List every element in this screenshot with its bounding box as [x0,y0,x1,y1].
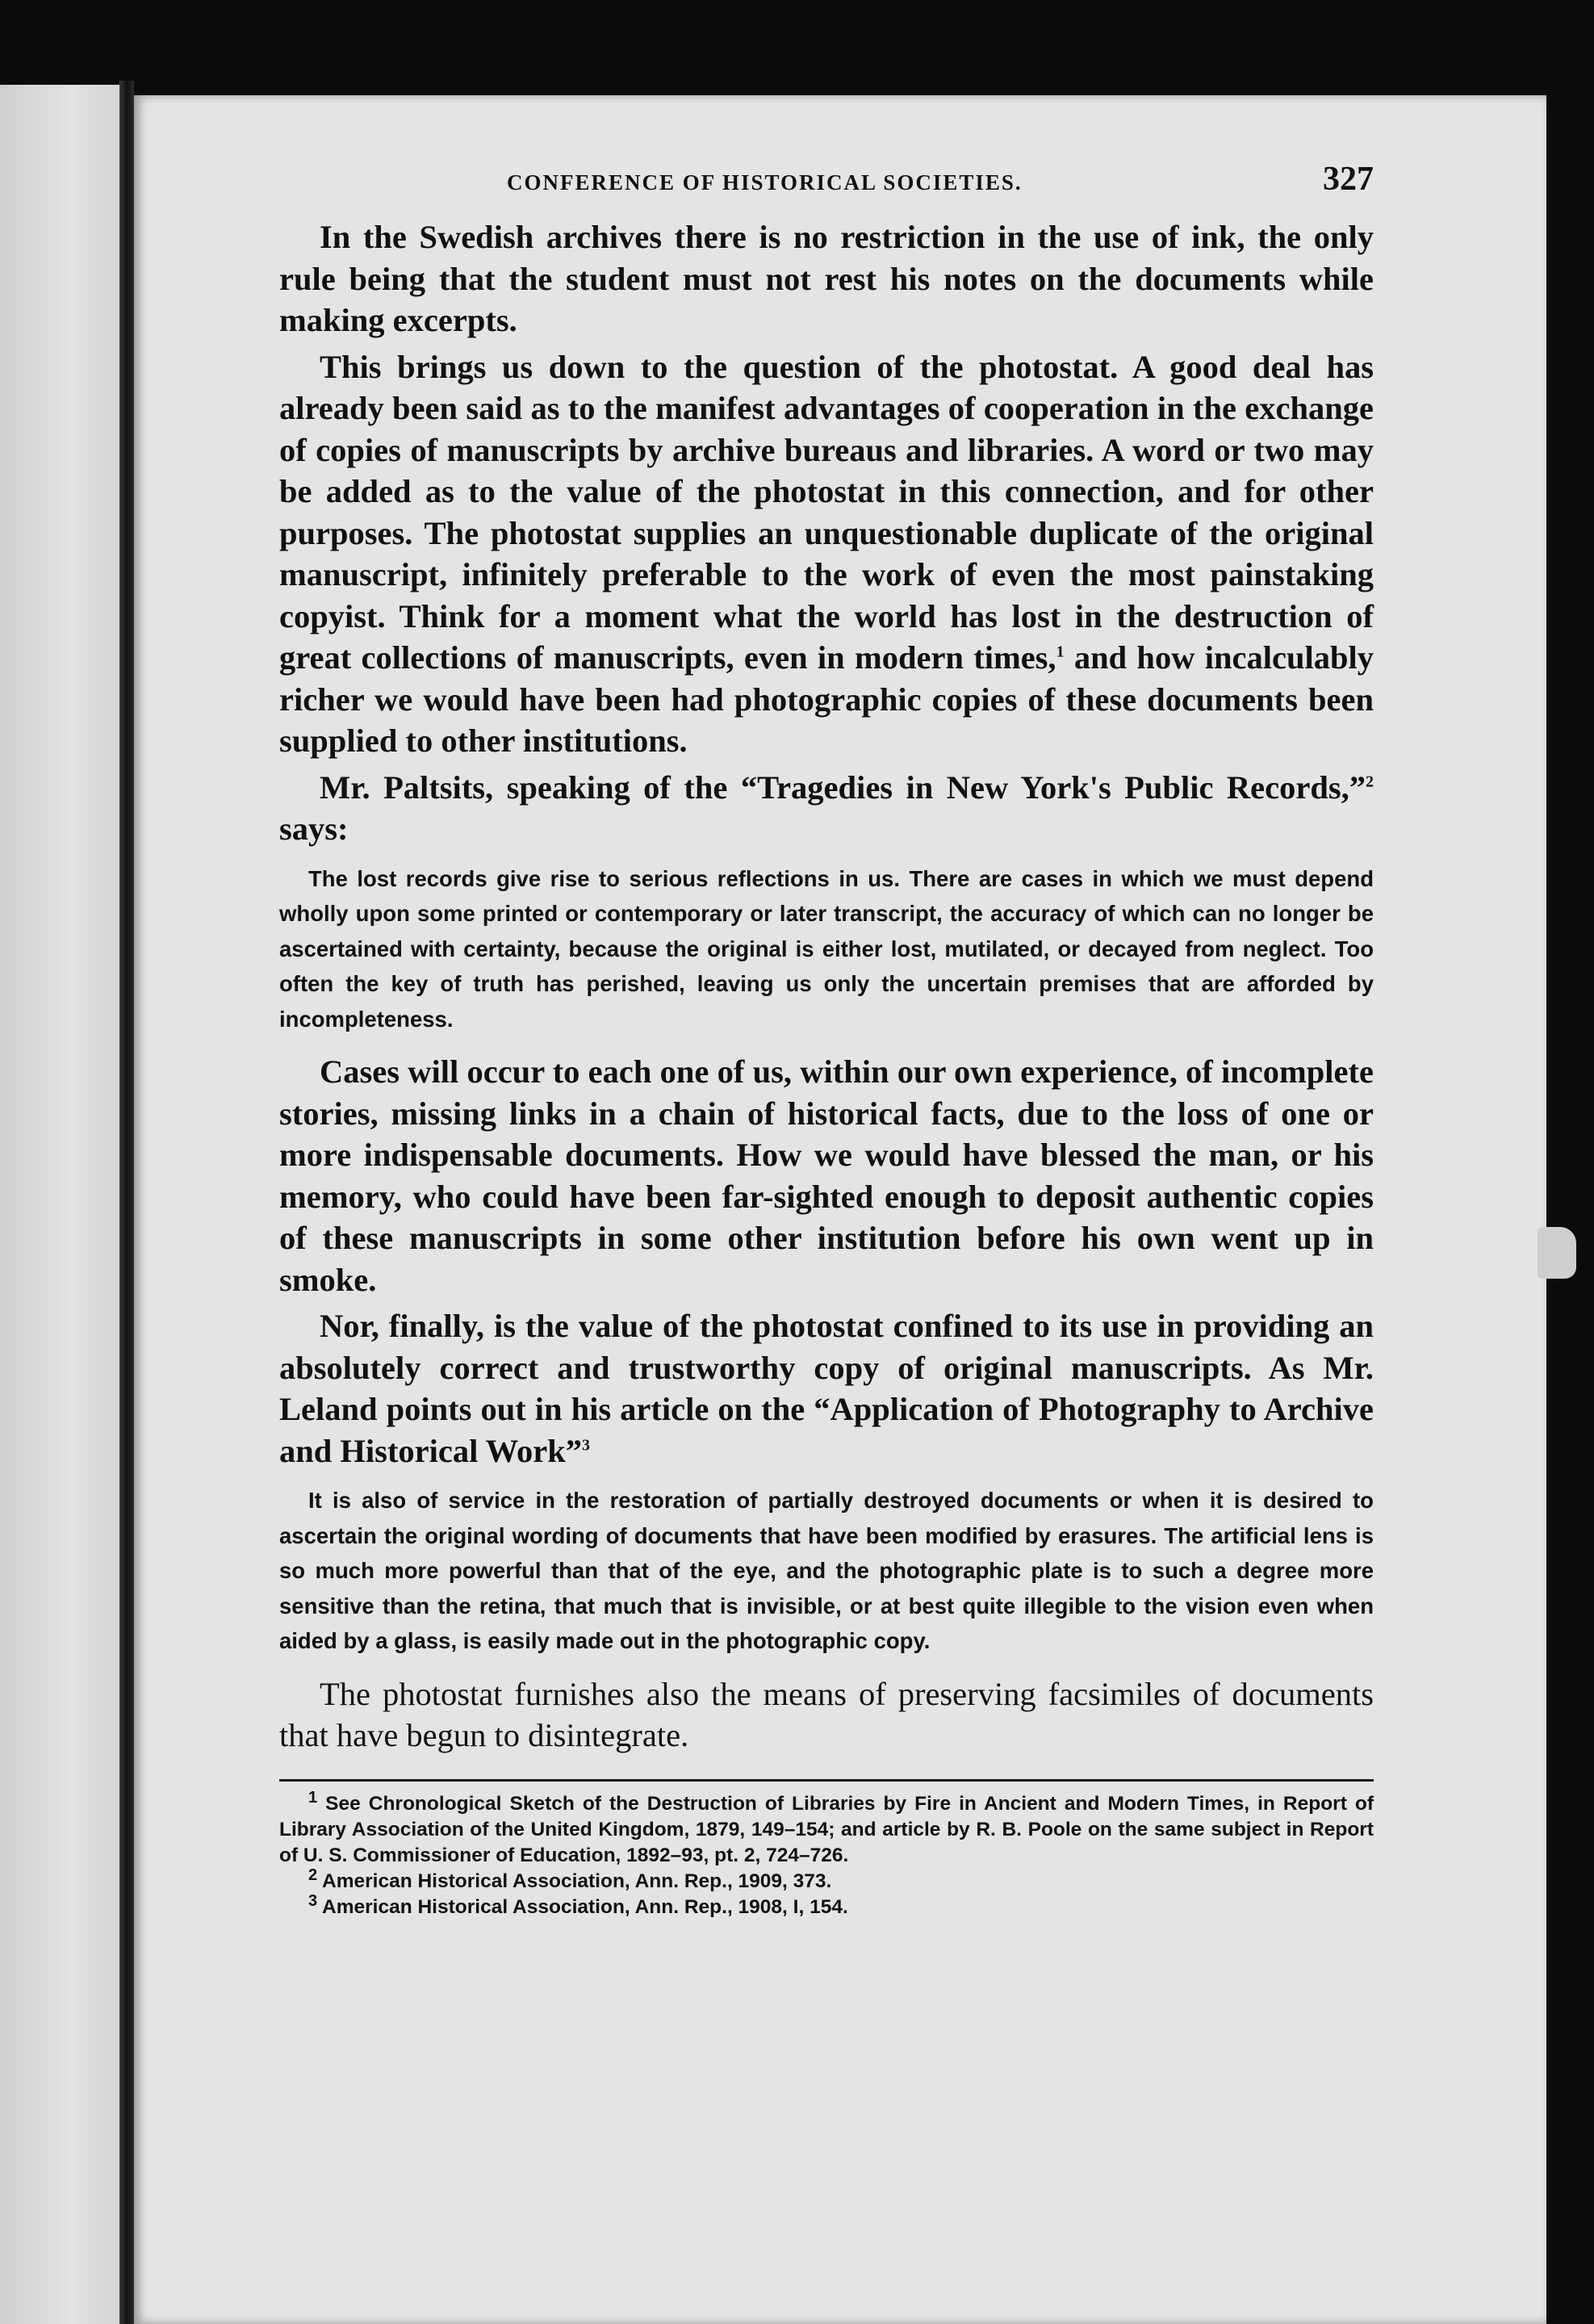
paragraph-photostat [279,346,1374,762]
binding-gutter [119,81,134,2324]
page-number: 327 [1323,161,1374,198]
footnote-number: 2 [308,1865,318,1884]
footnote-text: American Historical Association, Ann. Rep., 1909, 373. [317,1870,832,1892]
block-quote-restoration: It is also of service in the restoration of partially destroyed documents or when it is desired to ascertain the original wording of documents that have been modified by erasures. The artificial lens is so much more powerful than that of the eye, and the photographic plate is to such a degree more sensitive than the retina, that much that is invisible, or at best quite illegible to the vision even when aided by a glass, is easily made out in the photographic copy. [279,1488,1374,1653]
footnote-1 [279,1788,1374,1869]
footnote-2 [279,1865,1374,1895]
paragraph-paltsits [279,767,1374,850]
scan-border [1546,95,1594,2324]
paragraph-text: Nor, finally, is the value of the photostat confined to its use in providing an absolutely correct and trustworthy copy of original manuscripts. As Mr. Leland points out in his article on the “Application of Photography to Archive and Historical Work” [279,1308,1374,1469]
paragraph-text: Mr. Paltsits, speaking of the “Tragedies in New York's Public Records,” [320,768,1366,806]
paragraph-text: This brings us down to the question of the photostat. A good deal has already been said as to the manifest advantages of cooperation in the exchange of copies of manuscripts by archive bureaus and libraries. A word or two may be added as to the value of the photostat in this connection, and for other purposes. The photostat supplies an unquestionable duplicate of the original manuscript, infinitely preferable to the work of even the most painstaking copyist. Think for a moment what the world has lost in the destruction of great collections of manuscripts, even in modern times, [279,348,1374,676]
running-title: CONFERENCE OF HISTORICAL SOCIETIES. [507,170,1023,195]
running-head [279,160,1374,202]
footnote-text: See Chronological Sketch of the Destruction of Libraries by Fire in Ancient and Modern Times, in Report of Library Association of the United Kingdom, 1879, 149–154; and article by R. B. Poole on the same subject in Report of U. S. Commissioner of Education, 1892–93, pt. 2, 724–726. [279,1792,1374,1866]
footnote-marker: 1 [1056,643,1065,661]
paragraph-swedish-archives: In the Swedish archives there is no restriction in the use of ink, the only rule being that the student must not rest his notes on the documents while making excerpts. [279,219,1374,338]
facing-page-edge [0,85,119,2324]
paragraph-text: and how incalculably richer we would have been had photographic copies of these documents been supplied to other institutions. [279,639,1374,759]
paragraph-text: says: [279,810,349,847]
block-quote-lost-records: The lost records give rise to serious reflections in us. There are cases in which we must depend wholly upon some printed or contemporary or later transcript, the accuracy of which can no longer be ascertained with certainty, because the original is either lost, mutilated, or decayed from neglect. Too often the key of truth has perished, leaving us only the uncertain premises that are afforded by incompleteness. [279,865,1374,1032]
footnote-marker: 3 [582,1436,591,1454]
footnote-number: 3 [308,1891,318,1910]
paragraph-facsimiles: The photostat furnishes also the means of preserving facsimiles of documents that have begun to disintegrate. [279,1675,1374,1753]
footnote-3 [279,1891,1374,1920]
footnote-rule [279,1779,1374,1782]
paragraph-leland [279,1305,1374,1472]
footnote-marker: 2 [1366,773,1374,790]
paragraph-cases: Cases will occur to each one of us, within our own experience, of incomplete stories, missing links in a chain of historical facts, due to the loss of one or more indispensable documents. How we would have blessed the man, or his memory, who could have been far-sighted enough to deposit authentic copies of these manuscripts in some other institution before his own went up in smoke. [279,1053,1374,1298]
page-text [279,160,1374,1920]
footnote-number: 1 [308,1788,318,1807]
page-tab-mark [1538,1227,1576,1279]
footnote-text: American Historical Association, Ann. Rep., 1908, I, 154. [317,1895,848,1918]
